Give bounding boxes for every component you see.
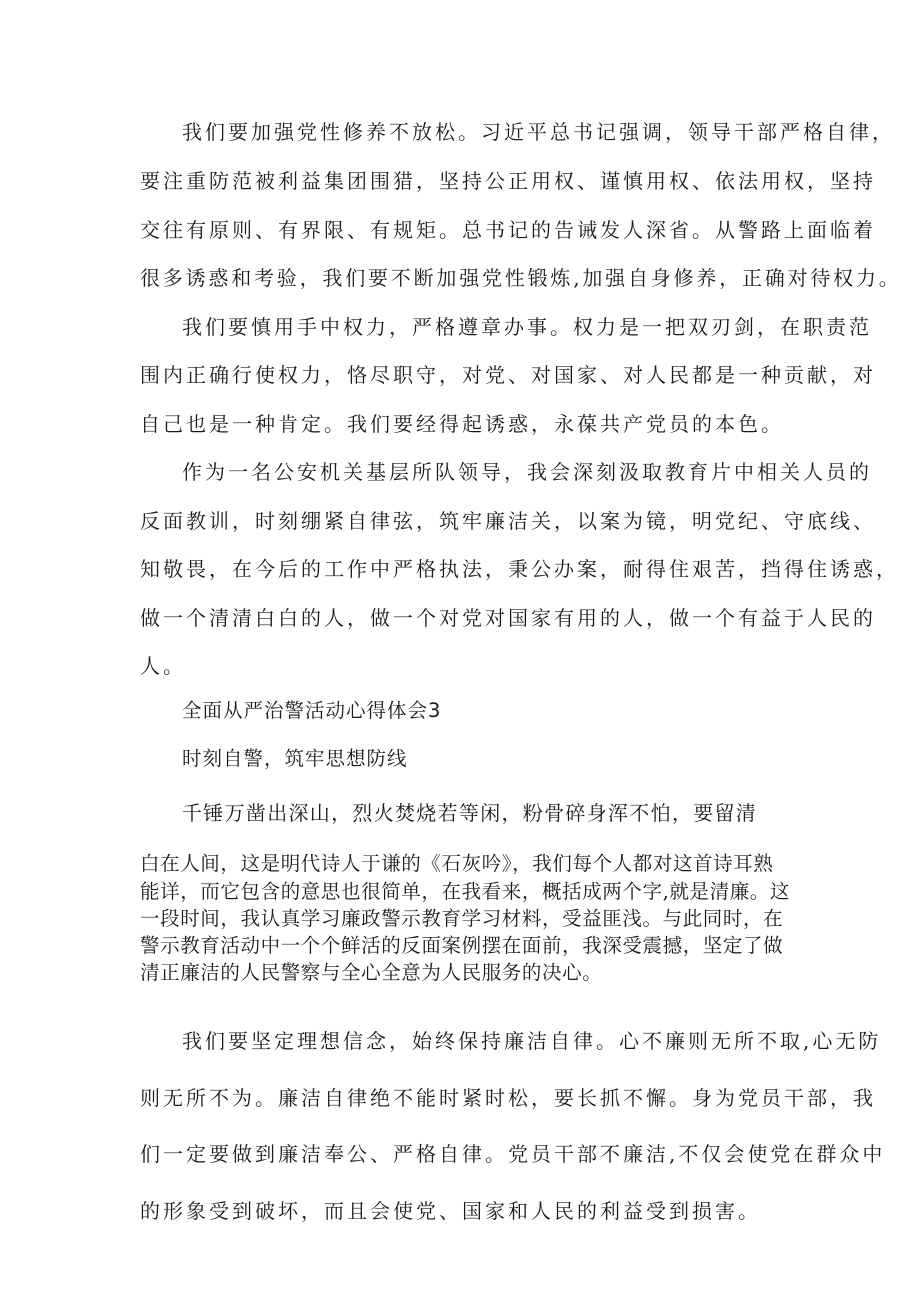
paragraph-4-line-5: 清正廉洁的人民警察与全心全意为人民服务的决心。	[140, 961, 603, 984]
paragraph-2-line-2: 围内正确行使权力，恪尽职守，对党、对国家、对人民都是一种贡献，对	[140, 363, 876, 387]
paragraph-5-line-3: 们一定要做到廉洁奉公、严格自律。党员干部不廉洁,不仅会使党在群众中	[140, 1142, 886, 1166]
paragraph-5-line-2: 则无所不为。廉洁自律绝不能时紧时松，要长抓不懈。身为党员干部，我	[140, 1086, 876, 1110]
paragraph-4-line-4: 警示教育活动中一个个鲜活的反面案例摆在面前，我深受震撼，坚定了做	[140, 934, 784, 957]
paragraph-5-line-1: 我们要坚定理想信念，始终保持廉洁自律。心不廉则无所不取,心无防	[182, 1029, 882, 1053]
paragraph-2-line-1: 我们要慎用手中权力，严格遵章办事。权力是一把双刃剑，在职责范	[182, 315, 872, 339]
section-subtitle: 时刻自警，筑牢思想防线	[182, 747, 408, 770]
paragraph-1-line-2: 要注重防范被利益集团围猎，坚持公正用权、谨慎用权、依法用权，坚持	[140, 169, 876, 193]
paragraph-1-line-3: 交往有原则、有界限、有规矩。总书记的告诫发人深省。从警路上面临着	[140, 218, 876, 242]
section-title: 全面从严治警活动心得体会3	[182, 699, 442, 722]
paragraph-4-line-1: 白在人间，这是明代诗人于谦的《石灰吟》，我们每个人都对这首诗耳熟	[140, 852, 774, 875]
paragraph-3-line-3: 知敬畏，在今后的工作中严格执法，秉公办案，耐得住艰苦，挡得住诱惑，	[140, 557, 899, 581]
paragraph-4-line-2: 能详，而它包含的意思也很简单，在我看来，概括成两个字,就是清廉。这	[140, 880, 790, 903]
paragraph-2-line-3: 自己也是一种肯定。我们要经得起诱惑，永葆共产党员的本色。	[140, 412, 784, 436]
paragraph-3-line-4: 做一个清清白白的人，做一个对党对国家有用的人，做一个有益于人民的	[140, 606, 876, 630]
paragraph-3-line-5: 人。	[140, 654, 186, 678]
paragraph-1-line-1: 我们要加强党性修养不放松。习近平总书记强调，领导干部严格自律，	[182, 120, 895, 144]
paragraph-3-line-2: 反面教训，时刻绷紧自律弦，筑牢廉洁关，以案为镜，明党纪、守底线、	[140, 509, 876, 533]
paragraph-4-line-3: 一段时间，我认真学习廉政警示教育学习材料，受益匪浅。与此同时，在	[140, 907, 784, 930]
poem-line: 千锤万凿出深山，烈火焚烧若等闲，粉骨碎身浑不怕，要留清	[182, 801, 758, 825]
paragraph-1-line-4: 很多诱惑和考验，我们要不断加强党性锻炼,加强自身修养，正确对待权力。	[140, 266, 902, 290]
paragraph-5-line-4: 的形象受到破坏，而且会使党、国家和人民的利益受到损害。	[140, 1199, 761, 1223]
paragraph-3-line-1: 作为一名公安机关基层所队领导，我会深刻汲取教育片中相关人员的	[182, 460, 872, 484]
